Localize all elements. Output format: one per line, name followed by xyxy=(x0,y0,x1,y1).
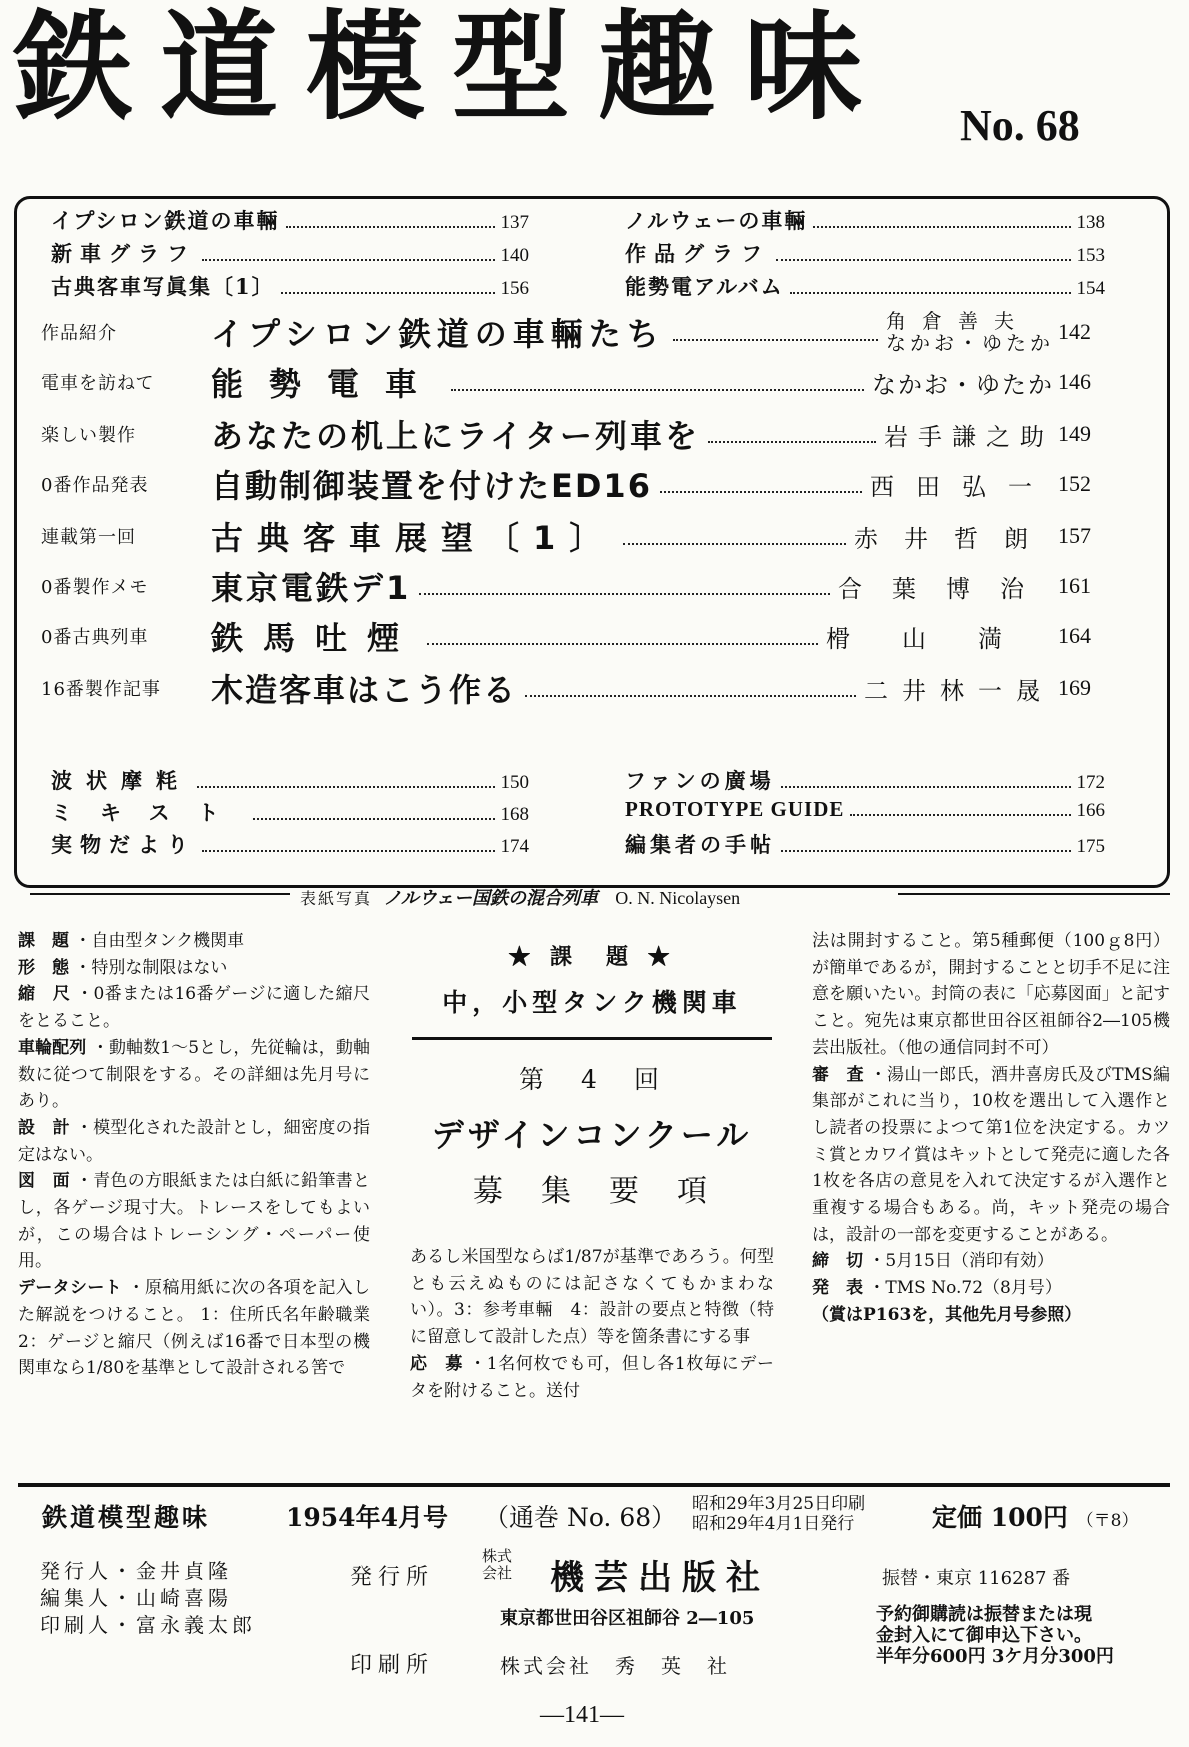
cover-caption xyxy=(300,884,740,910)
feature-row[interactable] xyxy=(41,665,1091,711)
feature-page: 161 xyxy=(1058,573,1091,598)
contest-rules-column-2 xyxy=(410,1244,774,1404)
leader-dots xyxy=(660,491,862,493)
rule-item xyxy=(18,1035,370,1115)
rule-text: 法は開封すること。第5種郵便（100ｇ8円）が簡単であるが，開封することと切手不足に注意を願いたい。封筒の表に「応募図面」と記すこと。宛先は東京都世田谷区祖師谷2―105機芸出版社。（他の通信同封不可） xyxy=(812,931,1170,1058)
toc-item-page: 138 xyxy=(1076,212,1105,233)
colophon-volume: （通巻 No. 68） xyxy=(484,1503,677,1532)
rule-text: ・0番または16番ゲージに適した縮尺をとること。 xyxy=(18,984,371,1032)
subscription-note xyxy=(876,1604,1114,1667)
feature-author: 岩手謙之助 xyxy=(884,422,1054,451)
divider xyxy=(412,1037,772,1040)
feature-author: 西田弘一 xyxy=(870,472,1054,501)
feature-title: あなたの机上にライター列車を xyxy=(211,417,701,455)
rule-item xyxy=(410,1351,774,1404)
cover-label: 表紙写真 xyxy=(300,889,373,908)
rule-label: 形 態 xyxy=(18,957,69,978)
rule-label: データシート xyxy=(18,1278,122,1299)
rule-item xyxy=(18,955,370,982)
feature-row[interactable] xyxy=(41,359,1091,405)
rule-item xyxy=(812,1248,1170,1275)
leader-dots xyxy=(202,259,495,261)
toc-item-title: 波状摩粍 xyxy=(51,768,191,793)
feature-row[interactable] xyxy=(41,411,1091,457)
toc-item[interactable] xyxy=(51,205,529,235)
postage: （〒8） xyxy=(1076,1511,1139,1531)
rule-text: ・自由型タンク機関車 xyxy=(74,931,245,951)
toc-item[interactable] xyxy=(51,238,529,268)
leader-dots xyxy=(525,695,856,697)
colophon-magazine: 鉄道模型趣味 xyxy=(42,1503,211,1532)
toc-item-title: 古典客車写眞集〔1〕 xyxy=(51,274,275,299)
feature-author: なかお・ゆたか xyxy=(872,370,1054,399)
rule-item xyxy=(812,1275,1170,1302)
toc-item[interactable] xyxy=(625,271,1105,301)
subject-label: ★ 課 題 ★ xyxy=(508,944,676,970)
toc-item-page: 140 xyxy=(500,245,529,266)
subscription-line: 半年分600円 3ケ月分300円 xyxy=(876,1646,1114,1667)
leader-dots xyxy=(202,850,495,852)
leader-dots xyxy=(427,643,818,645)
leader-dots xyxy=(781,850,1071,852)
toc-item-title: ノルウェーの車輛 xyxy=(625,208,808,233)
colophon-people xyxy=(40,1558,256,1639)
issue-number: No. 68 xyxy=(960,101,1080,150)
leader-dots xyxy=(281,292,495,294)
rule-text: ・湯山一郎氏，酒井喜房氏及びTMS編集部がこれに当り，10枚を選出して入選作とし読者の投票によつて第1位を決定する。カツミ賞とカワイ賞はキットとして発売に適した各1枚を各店の意見を入れて決定するが入選作と重複する場合もある。尚，キット発売の場合は，設計の一部を変更することがある。 xyxy=(812,1064,1170,1245)
leader-dots xyxy=(708,441,876,443)
printed-date: 昭和29年3月25日印刷 xyxy=(692,1494,866,1514)
toc-item-title: 新車グラフ xyxy=(51,241,196,266)
feature-row[interactable] xyxy=(41,613,1091,659)
toc-item-page: 175 xyxy=(1076,836,1105,857)
rule-label: 発 表 xyxy=(812,1278,863,1299)
printer-name: 株式会社 秀 英 社 xyxy=(500,1654,730,1678)
feature-row[interactable] xyxy=(41,513,1091,559)
rule-text: ・原稿用紙に次の各項を記入した解説をつけること。 1：住所氏名年齢職業 2：ゲージと縮尺（例えば16番で日本型の機関車なら1/80を基準として設計される筈で xyxy=(18,1278,387,1379)
feature-row[interactable] xyxy=(41,461,1091,507)
leader-dots xyxy=(286,226,495,228)
publisher-name: 機芸出版社 xyxy=(550,1558,770,1598)
feature-row[interactable] xyxy=(41,309,1091,355)
rule-label: 審 査 xyxy=(812,1064,864,1085)
leader-dots xyxy=(781,786,1071,788)
feature-category: 作品紹介 xyxy=(41,323,117,344)
leader-dots xyxy=(451,389,864,391)
toc-item-title: 作品グラフ xyxy=(625,241,770,266)
toc-item[interactable] xyxy=(51,271,529,301)
toc-item-title: 編集者の手帖 xyxy=(625,832,775,857)
issued-date: 昭和29年4月1日発行 xyxy=(692,1514,855,1534)
rule-item xyxy=(18,928,370,955)
toc-item[interactable] xyxy=(51,765,529,795)
leader-dots xyxy=(253,818,495,820)
toc-item-title: ミキスト xyxy=(51,800,247,825)
corp-label: 株式会社 xyxy=(482,1547,513,1582)
cover-title: ノルウェー国鉄の混合列車 xyxy=(383,888,599,909)
feature-category: 電車を訪ねて xyxy=(41,373,155,394)
price-label: 定価 xyxy=(932,1503,983,1532)
rule-text: ・TMS No.72（8月号） xyxy=(868,1278,1062,1299)
rule-item xyxy=(18,1115,370,1168)
page-number: ―141― xyxy=(540,1702,624,1728)
toc-item-page: 168 xyxy=(500,804,529,825)
rule-item xyxy=(18,981,370,1034)
rule-label: 応 募 xyxy=(410,1353,463,1374)
printer-label: 印刷所 xyxy=(350,1653,435,1678)
toc-item[interactable] xyxy=(51,829,529,859)
feature-page: 157 xyxy=(1058,523,1091,548)
contest-round: 第 4 回 xyxy=(519,1065,665,1094)
toc-item-title: 能勢電アルバム xyxy=(625,274,784,299)
rule-text: ・5月15日（消印有効） xyxy=(868,1251,1054,1272)
feature-author-name: 角倉善夫 xyxy=(886,309,1030,333)
rule-text: あるし米国型ならば1/87が基準であろう。何型とも云えぬものには記さなくてもかまわない）。3：参考車輛 4：設計の要点と特徴（特に留意して設計した点）等を箇条書にする事 xyxy=(410,1247,774,1348)
leader-dots xyxy=(623,543,846,545)
feature-title: 能勢電車 xyxy=(211,365,444,403)
rule-text: ・1名何枚でも可，但し各1枚毎にデータを附けること。送付 xyxy=(410,1353,775,1401)
rule-item xyxy=(18,1275,387,1382)
toc-item[interactable] xyxy=(625,765,1105,795)
toc-item-page: 156 xyxy=(500,278,529,299)
rule-label: 車輪配列 xyxy=(18,1037,87,1058)
toc-item-page: 154 xyxy=(1076,278,1105,299)
toc-item-page: 166 xyxy=(1076,800,1105,821)
feature-author xyxy=(886,310,1054,354)
toc-item-page: 174 xyxy=(500,836,529,857)
publisher-address: 東京都世田谷区祖師谷 2―105 xyxy=(500,1608,755,1629)
colophon-dates xyxy=(692,1494,865,1534)
leader-dots xyxy=(419,593,830,595)
feature-author: 榾山満 xyxy=(826,624,1054,653)
toc-item-title: PROTOTYPE GUIDE xyxy=(625,797,845,821)
feature-page: 142 xyxy=(1058,319,1091,344)
feature-page: 169 xyxy=(1058,675,1091,700)
table-of-contents xyxy=(14,196,1170,888)
toc-item-title: 実物だより xyxy=(51,832,196,857)
feature-title: 鉄馬吐煙 xyxy=(211,619,420,657)
feature-author: 合葉博治 xyxy=(838,574,1054,603)
feature-category: 16番製作記事 xyxy=(41,679,161,700)
transfer-account: 振替・東京 116287 番 xyxy=(882,1568,1071,1589)
feature-category: 0番作品発表 xyxy=(41,475,149,496)
feature-title: 木造客車はこう作る xyxy=(211,671,518,709)
feature-title: イプシロン鉄道の車輛たち xyxy=(211,315,665,353)
divider xyxy=(18,1483,1170,1487)
rule-label: 課 題 xyxy=(18,931,69,951)
rule-label: 締 切 xyxy=(812,1251,863,1272)
price-value: 100円 xyxy=(990,1503,1068,1532)
rule-label: 図 面 xyxy=(18,1171,70,1192)
feature-author-name: なかお・ゆたか xyxy=(886,331,1054,355)
feature-author: 二井林一晟 xyxy=(864,676,1054,705)
contest-name: デザインコンクール xyxy=(431,1116,753,1154)
leader-dots xyxy=(850,814,1070,816)
printer-person: 印刷人・富永義太郎 xyxy=(40,1613,256,1637)
rule-note: （賞はP163を，其他先月号参照） xyxy=(812,1304,1082,1325)
toc-item[interactable] xyxy=(625,205,1105,235)
leader-dots xyxy=(673,339,878,341)
feature-page: 149 xyxy=(1058,421,1091,446)
rule-item xyxy=(812,1062,1170,1249)
toc-item[interactable] xyxy=(51,797,529,827)
toc-item-page: 150 xyxy=(500,772,529,793)
cover-credit: O. N. Nicolaysen xyxy=(615,888,741,908)
contest-rules-column-1 xyxy=(18,928,387,1382)
feature-page: 164 xyxy=(1058,623,1091,648)
toc-item-page: 137 xyxy=(500,212,529,233)
rule-text: ・青色の方眼紙または白紙に鉛筆書とし，各ゲージ現寸大。トレースをしてもよいが，この場合はトレーシング・ペーパー使用。 xyxy=(18,1171,371,1272)
contest-rules-column-3 xyxy=(812,928,1170,1329)
feature-category: 0番古典列車 xyxy=(41,627,149,648)
leader-dots xyxy=(197,786,495,788)
rule-item xyxy=(18,1168,370,1275)
toc-item[interactable] xyxy=(625,829,1105,859)
leader-dots xyxy=(790,292,1071,294)
feature-author: 赤井哲朗 xyxy=(854,524,1054,553)
colophon-date: 1954年4月号 xyxy=(286,1503,448,1532)
feature-row[interactable] xyxy=(41,563,1091,609)
toc-item-title: ファンの廣場 xyxy=(625,768,775,793)
rule-text: ・模型化された設計とし，細密度の指定はない。 xyxy=(18,1117,371,1165)
toc-item-page: 153 xyxy=(1076,245,1105,266)
divider xyxy=(30,893,290,895)
publisher-person: 発行人・金井貞隆 xyxy=(40,1559,232,1583)
rule-text: ・動軸数1～5とし，先従輪は，動軸数に従つて制限をする。その詳細は先月号にあり。 xyxy=(18,1037,370,1112)
rule-text: ・特別な制限はない xyxy=(74,957,228,978)
subscription-line: 金封入にて御申込下さい。 xyxy=(876,1625,1092,1646)
feature-category: 連載第一回 xyxy=(41,527,136,548)
contest-header xyxy=(412,940,772,1210)
toc-item[interactable] xyxy=(625,238,1105,268)
toc-item-page: 172 xyxy=(1076,772,1105,793)
rule-label: 設 計 xyxy=(18,1117,70,1138)
contest-guide: 募 集 要 項 xyxy=(473,1174,711,1209)
leader-dots xyxy=(813,226,1070,228)
feature-title: 古典客車展望〔1〕 xyxy=(211,519,616,557)
feature-title: 自動制御装置を付けたED16 xyxy=(211,467,652,505)
magazine-title: 鉄道模型趣味 xyxy=(14,0,891,136)
toc-item[interactable] xyxy=(625,797,1105,822)
feature-category: 0番製作メモ xyxy=(41,577,149,598)
subject-title: 中，小型タンク機関車 xyxy=(442,988,742,1017)
feature-page: 152 xyxy=(1058,471,1091,496)
publisher-label: 発行所 xyxy=(350,1565,435,1590)
leader-dots xyxy=(776,259,1071,261)
feature-page: 146 xyxy=(1058,369,1091,394)
feature-category: 楽しい製作 xyxy=(41,425,136,446)
editor-person: 編集人・山崎喜陽 xyxy=(40,1586,232,1610)
colophon-price xyxy=(932,1498,1138,1534)
rule-label: 縮 尺 xyxy=(18,984,71,1005)
feature-title: 東京電鉄デ1 xyxy=(211,569,412,607)
divider xyxy=(898,893,1170,895)
subscription-line: 予約御購読は振替または現 xyxy=(876,1604,1092,1625)
toc-item-title: イプシロン鉄道の車輛 xyxy=(51,208,280,233)
